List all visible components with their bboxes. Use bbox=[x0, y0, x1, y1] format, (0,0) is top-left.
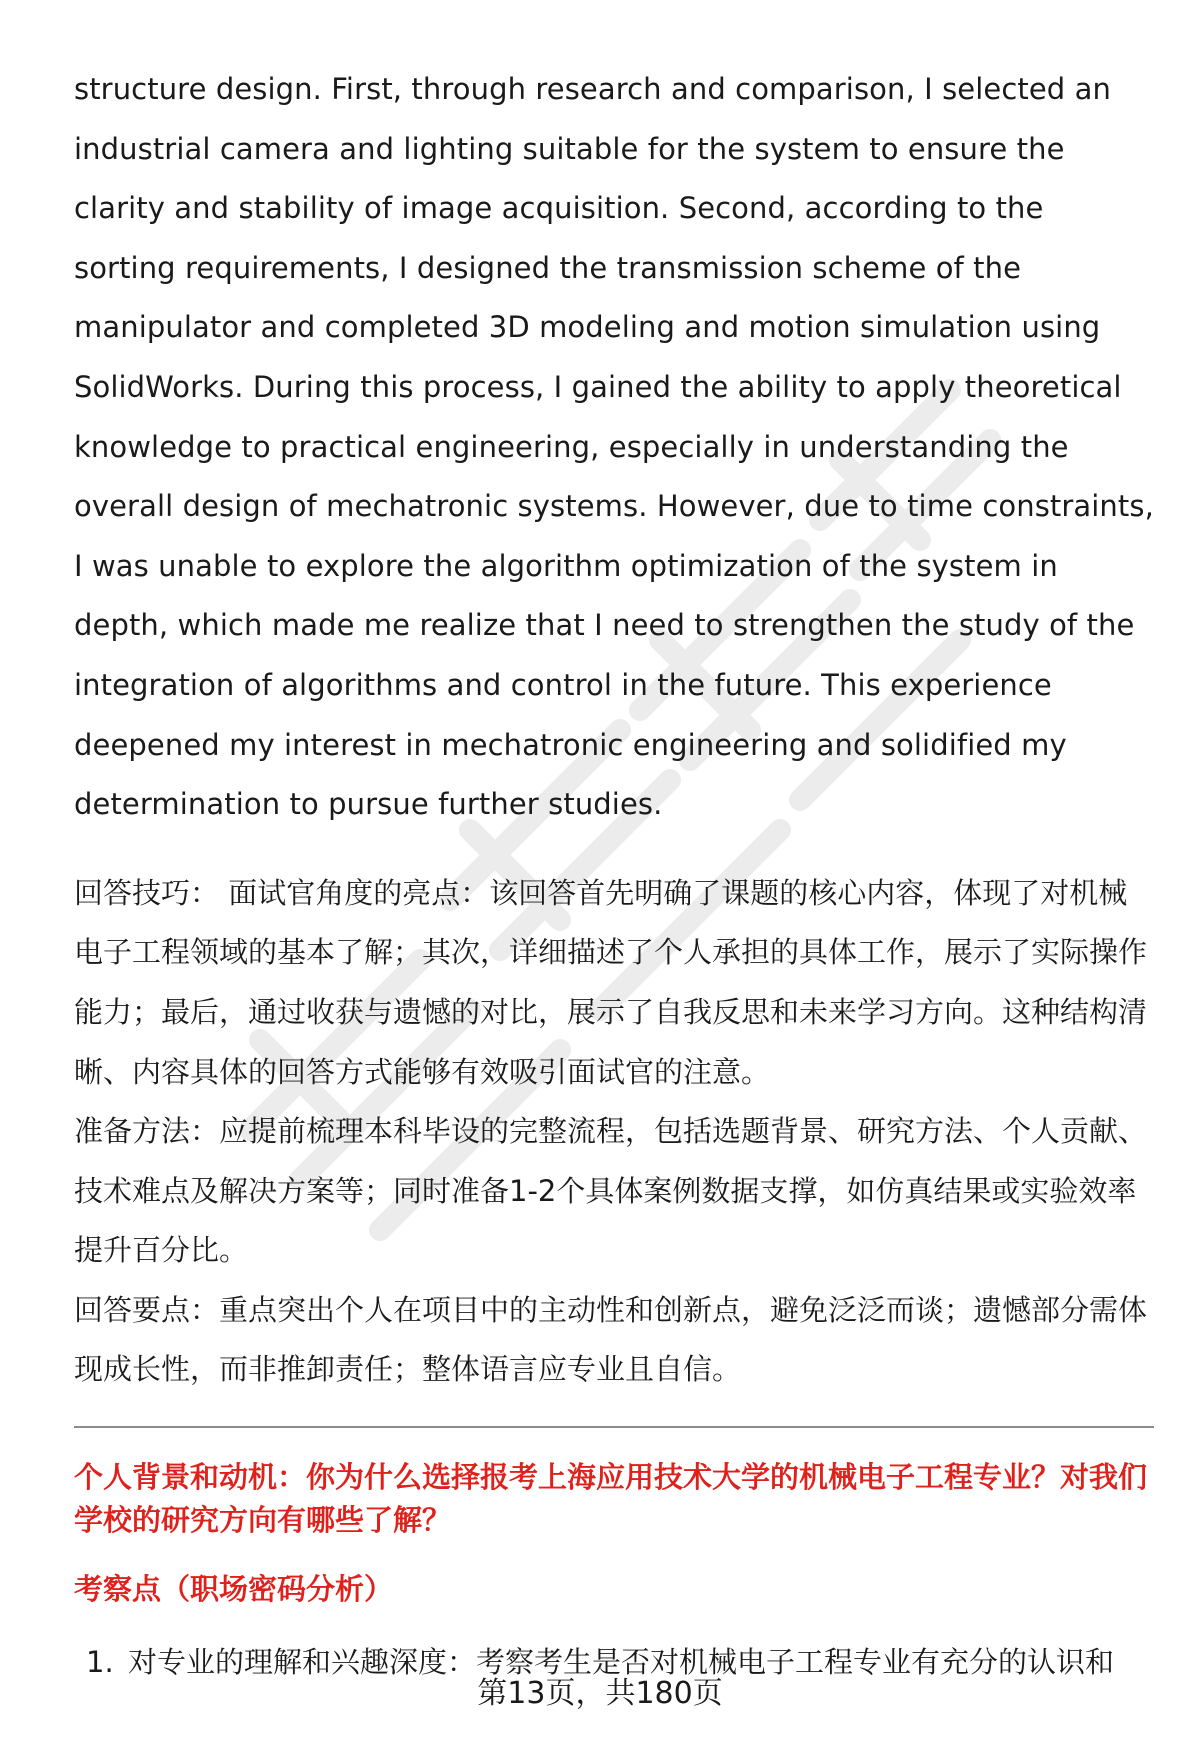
answer-guidance bbox=[74, 864, 1154, 1400]
english-paragraph: structure design. First, through research and comparison, I selected an industrial camera and lighting suitable for the system to ensure the clarity and stability of image acquisition. Second, according to the sorting requirements, I designed the transmission scheme of the manipulator and completed 3D modeling and motion simulation using SolidWorks. During this process, I gained the ability to apply theoretical knowledge to practical engineering, especially in understanding the overall design of mechatronic systems. However, due to time constraints, I was unable to explore the algorithm optimization of the system in depth, which made me realize that I need to strengthen the study of the integration of algorithms and control in the future. This experience deepened my interest in mechatronic engineering and solidified my determination to pursue further studies. bbox=[74, 72, 1154, 822]
question-heading: 个人背景和动机：你为什么选择报考上海应用技术大学的机械电子工程专业？对我们学校的研究方向有哪些了解？ bbox=[74, 1460, 1148, 1538]
section-divider bbox=[74, 1426, 1154, 1428]
preparation-paragraph: 准备方法：应提前梳理本科毕设的完整流程，包括选题背景、研究方法、个人贡献、技术难点及解决方案等；同时准备1-2个具体案例数据支撑，如仿真结果或实验效率提升百分比。 bbox=[74, 1114, 1148, 1268]
page-content bbox=[74, 60, 1154, 1684]
list-item-number: 1. bbox=[86, 1645, 114, 1680]
assessment-subheading: 考察点（职场密码分析） bbox=[74, 1572, 394, 1607]
page-indicator: 第13页，共180页 bbox=[477, 1676, 723, 1711]
answer-tips-paragraph: 回答技巧： 面试官角度的亮点：该回答首先明确了课题的核心内容，体现了对机械电子工程领域的基本了解；其次，详细描述了个人承担的具体工作，展示了实际操作能力；最后，通过收获与遗憾的对比，展示了自我反思和未来学习方向。这种结构清晰、内容具体的回答方式能够有效吸引面试官的注意。 bbox=[74, 875, 1148, 1089]
key-points-paragraph: 回答要点：重点突出个人在项目中的主动性和创新点，避免泛泛而谈；遗憾部分需体现成长性，而非推卸责任；整体语言应专业且自信。 bbox=[74, 1292, 1148, 1387]
list-item-text: 对专业的理解和兴趣深度：考察考生是否对机械电子工程专业有充分的认识和 bbox=[128, 1645, 1115, 1680]
